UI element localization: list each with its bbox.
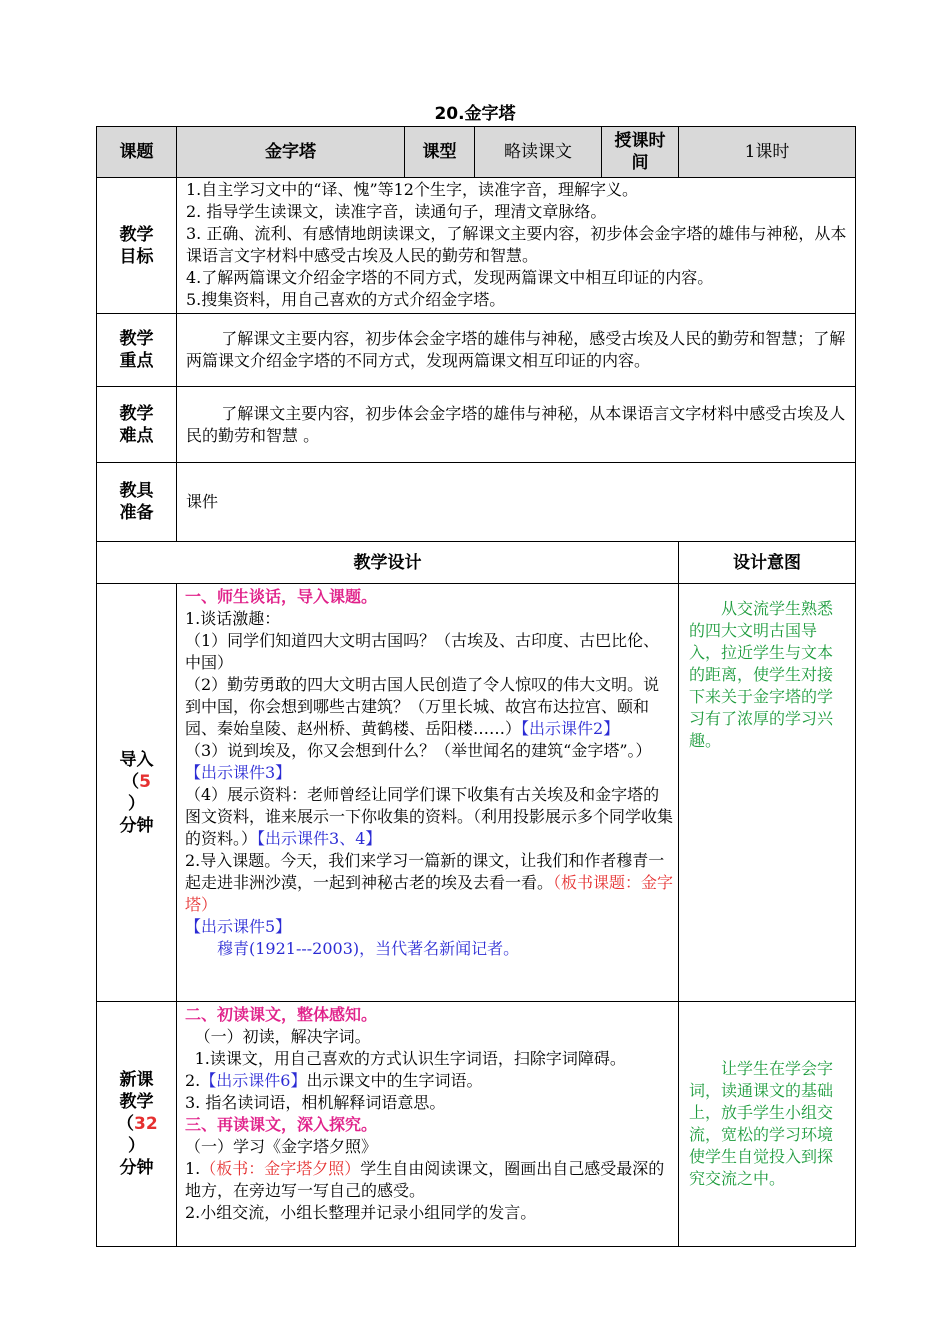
new-lesson-label: 新课 教学 （32 ） 分钟 bbox=[97, 1002, 177, 1247]
document-title: 20.金字塔 bbox=[434, 104, 516, 124]
section-heading: 二、初读课文，整体感知。 bbox=[185, 1005, 378, 1024]
intent-header: 设计意图 bbox=[679, 542, 856, 584]
goal-item: 5.搜集资料，用自己喜欢的方式介绍金字塔。 bbox=[186, 290, 506, 309]
type-label: 课型 bbox=[405, 127, 475, 178]
new-lesson-content: 二、初读课文，整体感知。 （一）初读，解决字词。 1.读课文，用自己喜欢的方式认识生字词语，扫除字词障碍。 2.【出示课件6】出示课文中的生字词语。 3. 指名读词语，相机解释词语意思。 三、再读课文，深入探究。 （一）学习《金字塔夕照》 1.（板书：金字塔夕照）学生自由阅读课文，圈画出自己感受最深的地方，在旁边写一写自己的感受。 2.小组交流，小组长整理并记录小组同学的发言。 bbox=[177, 1002, 679, 1247]
intro-intent: 从交流学生熟悉的四大文明古国导入，拉近学生与文本的距离，使学生对接下来关于金字塔的学习有了浓厚的学习兴趣。 bbox=[679, 584, 856, 1002]
intro-label: 导入 （5 ） 分钟 bbox=[97, 584, 177, 1002]
difficulties-label: 教学难点 bbox=[97, 387, 177, 463]
difficulties-text: 了解课文主要内容，初步体会金字塔的雄伟与神秘，从本课语言文字材料中感受古埃及人民的勤劳和智慧 。 bbox=[177, 387, 856, 463]
design-header: 教学设计 bbox=[97, 542, 679, 584]
tools-label: 教具准备 bbox=[97, 463, 177, 542]
new-lesson-row bbox=[97, 1002, 856, 1247]
topic-value: 金字塔 bbox=[177, 127, 405, 178]
slide-tag: 【出示课件2】 bbox=[521, 719, 620, 738]
goal-item: 3. 正确、流利、有感情地朗读课文，了解课文主要内容，初步体会金字塔的雄伟与神秘，从本课语言文字材料中感受古埃及人民的勤劳和智慧。 bbox=[186, 224, 847, 265]
key-points-label: 教学重点 bbox=[97, 314, 177, 387]
board-note: （板书：金字塔夕照） bbox=[200, 1159, 361, 1178]
topic-label: 课题 bbox=[97, 127, 177, 178]
key-points-text: 了解课文主要内容，初步体会金字塔的雄伟与神秘，感受古埃及人民的勤劳和智慧；了解两篇课文介绍金字塔的不同方式，发现两篇课文相互印证的内容。 bbox=[177, 314, 856, 387]
new-lesson-minutes: 32 bbox=[134, 1114, 158, 1134]
author-note: 穆青(1921---2003)，当代著名新闻记者。 bbox=[217, 939, 520, 958]
section-heading: 一、师生谈话，导入课题。 bbox=[185, 587, 378, 606]
header-row bbox=[97, 127, 856, 178]
key-points-row bbox=[97, 314, 856, 387]
time-value: 1课时 bbox=[679, 127, 856, 178]
intro-row bbox=[97, 584, 856, 1002]
type-value: 略读课文 bbox=[475, 127, 602, 178]
slide-tag: 【出示课件5】 bbox=[185, 917, 292, 936]
goal-item: 1.自主学习文中的“译、愧”等12个生字，读准字音，理解字义。 bbox=[186, 180, 638, 199]
goals-row bbox=[97, 178, 856, 314]
goal-item: 4.了解两篇课文介绍金字塔的不同方式，发现两篇课文中相互印证的内容。 bbox=[186, 268, 714, 287]
slide-tag: 【出示课件3】 bbox=[185, 763, 292, 782]
difficulties-row bbox=[97, 387, 856, 463]
goal-item: 2. 指导学生读课文，读准字音，读通句子，理清文章脉络。 bbox=[186, 202, 607, 221]
slide-tag: 【出示课件6】 bbox=[200, 1071, 307, 1090]
tools-text: 课件 bbox=[177, 463, 856, 542]
tools-row bbox=[97, 463, 856, 542]
design-header-row bbox=[97, 542, 856, 584]
lesson-plan-table bbox=[96, 126, 856, 1247]
intro-minutes: 5 bbox=[139, 771, 151, 792]
time-label: 授课时间 bbox=[602, 127, 679, 178]
board-note: （板书课题：金字塔） bbox=[185, 873, 674, 914]
intro-content: 一、师生谈话，导入课题。 1.谈话激趣： （1）同学们知道四大文明古国吗？（古埃及、古印度、古巴比伦、中国） （2）勤劳勇敢的四大文明古国人民创造了令人惊叹的伟大文明。说到中国，你会想到哪些古建筑？（万里长城、故宫布达拉宫、颐和园、秦始皇陵、赵州桥、黄鹤楼、岳阳楼……）【出示课件2】 （3）说到埃及，你又会想到什么？（举世闻名的建筑“金字塔”。）【出示课件3】 （4）展示资料：老师曾经让同学们课下收集有古关埃及和金字塔的图文资料，谁来展示一下你收集的资料。（利用投影展示多个同学收集的资料。）【出示课件3、4】 2.导入课题。今天，我们来学习一篇新的课文，让我们和作者穆青一起走进非洲沙漠，一起到神秘古老的埃及去看一看。（板书课题：金字塔） 【出示课件5】 穆青(1921---2003)，当代著名新闻记者。 bbox=[177, 584, 679, 1002]
slide-tag: 【出示课件3、4】 bbox=[257, 829, 382, 848]
new-lesson-intent: 让学生在学会字词，读通课文的基础上，放手学生小组交流，宽松的学习环境使学生自觉投入到探究交流之中。 bbox=[679, 1002, 856, 1247]
goals-content bbox=[177, 178, 856, 314]
section-heading: 三、再读课文，深入探究。 bbox=[185, 1115, 378, 1134]
goals-label: 教学目标 bbox=[97, 178, 177, 314]
